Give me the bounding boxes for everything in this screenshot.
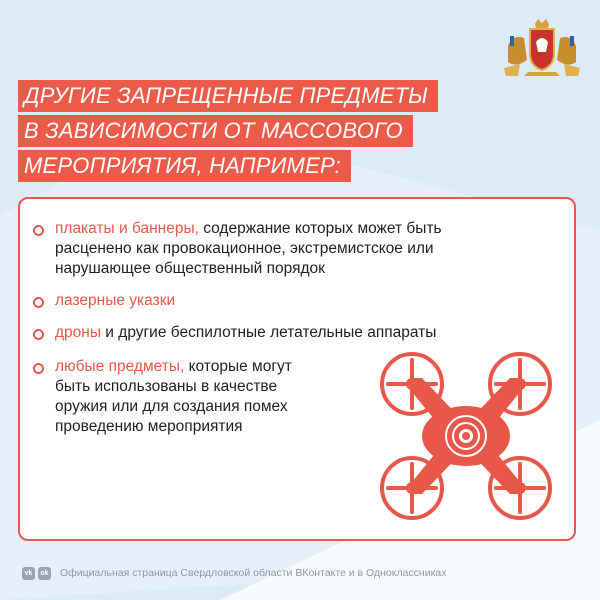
vk-icon[interactable]: vk [22, 567, 35, 580]
title-line-3: МЕРОПРИЯТИЯ, НАПРИМЕР: [18, 150, 351, 182]
coat-of-arms-emblem [502, 18, 582, 80]
bullet-circle-icon [33, 363, 44, 374]
item-text: и другие беспилотные летательные аппараты [101, 324, 437, 341]
item-text: проведению мероприятия [55, 418, 243, 435]
item-text: оружия или для создания помех [55, 398, 288, 415]
ok-icon[interactable]: ok [38, 567, 51, 580]
bullet-circle-icon [33, 329, 44, 340]
item-accent-text: плакаты и баннеры, [55, 220, 199, 237]
footer-text: Официальная страница Свердловской области ВКонтакте и в Одноклассниках [60, 567, 447, 579]
title-line-2: В ЗАВИСИМОСТИ ОТ МАССОВОГО [18, 115, 413, 147]
item-text: которые могут [184, 358, 292, 375]
item-accent-text: любые предметы, [55, 358, 185, 375]
item-accent-text: лазерные указки [55, 292, 176, 309]
item-text: содержание которых может быть [198, 220, 442, 237]
item-text: нарушающее общественный порядок [55, 260, 325, 277]
drone-icon [372, 342, 560, 528]
title-line-1: ДРУГИЕ ЗАПРЕЩЕННЫЕ ПРЕДМЕТЫ [18, 80, 438, 112]
bullet-circle-icon [33, 297, 44, 308]
title-block [18, 80, 438, 185]
item-text: быть использованы в качестве [55, 378, 278, 395]
item-text: расценено как провокационное, экстремистское или [55, 240, 434, 257]
footer [22, 565, 447, 581]
bullet-circle-icon [33, 225, 44, 236]
item-accent-text: дроны [55, 324, 101, 341]
